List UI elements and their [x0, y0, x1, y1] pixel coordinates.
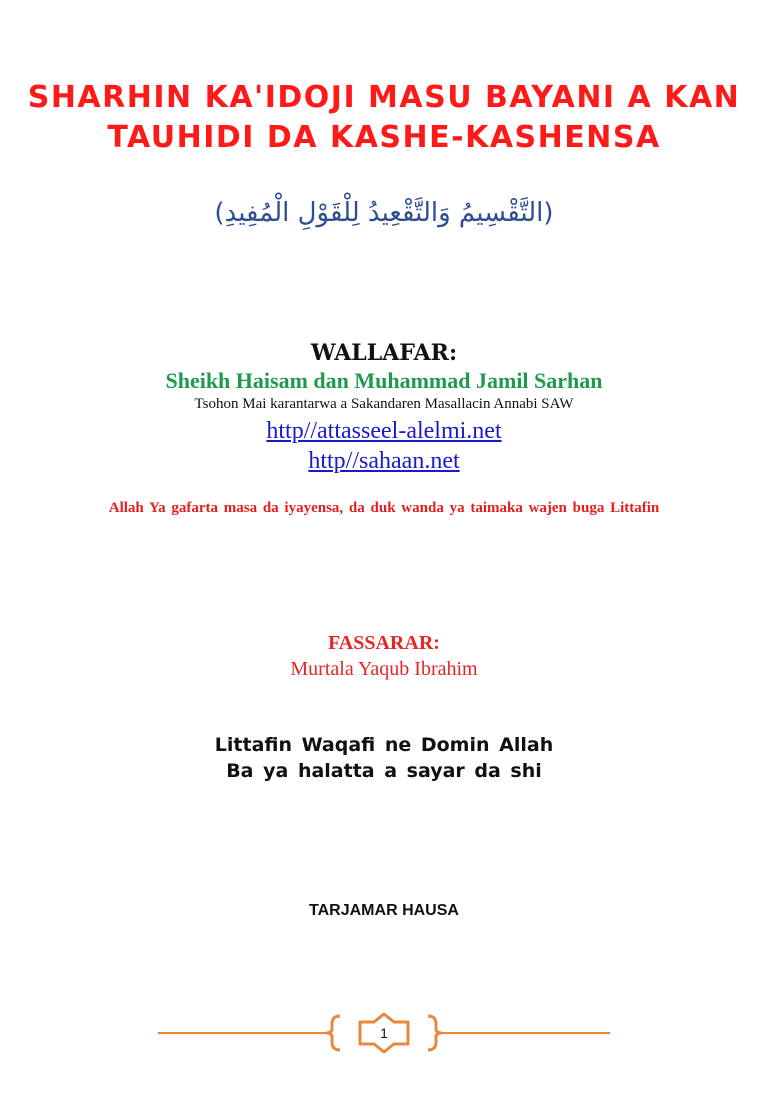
- author-role: Tsohon Mai karantarwa a Sakandaren Masallacin Annabi SAW: [194, 396, 574, 412]
- book-title-line-1: SHARHIN KA'IDOJI MASU BAYANI A KAN: [27, 80, 741, 115]
- website-link-attasseel[interactable]: http//attasseel-alelmi.net: [266, 418, 502, 444]
- translator-label: FASSARAR:: [328, 632, 440, 654]
- translator-name: Murtala Yaqub Ibrahim: [290, 658, 478, 680]
- author-label: WALLAFAR:: [310, 340, 458, 366]
- author-name: Sheikh Haisam dan Muhammad Jamil Sarhan: [165, 368, 603, 393]
- website-link-sahaan[interactable]: http//sahaan.net: [308, 448, 460, 474]
- translation-language-label: TARJAMAR HAUSA: [309, 902, 459, 919]
- book-title-line-2: TAUHIDI DA KASHE-KASHENSA: [107, 120, 661, 155]
- page-number: 1: [380, 1025, 388, 1041]
- dedication-prayer: Allah Ya gafarta masa da iyayensa, da duk wanda ya taimaka wajen buga Littafin: [108, 500, 660, 516]
- book-title: [0, 78, 768, 158]
- arabic-title: (التَّقْسِيمُ وَالتَّقْعِيدُ لِلْقَوْلِ الْمُفِيدِ): [214, 198, 554, 228]
- waqf-notice-line-2: Ba ya halatta a sayar da shi: [226, 760, 542, 782]
- page-footer-ornament: [158, 1010, 610, 1056]
- waqf-notice-line-1: Littafin Waqafi ne Domin Allah: [214, 734, 554, 756]
